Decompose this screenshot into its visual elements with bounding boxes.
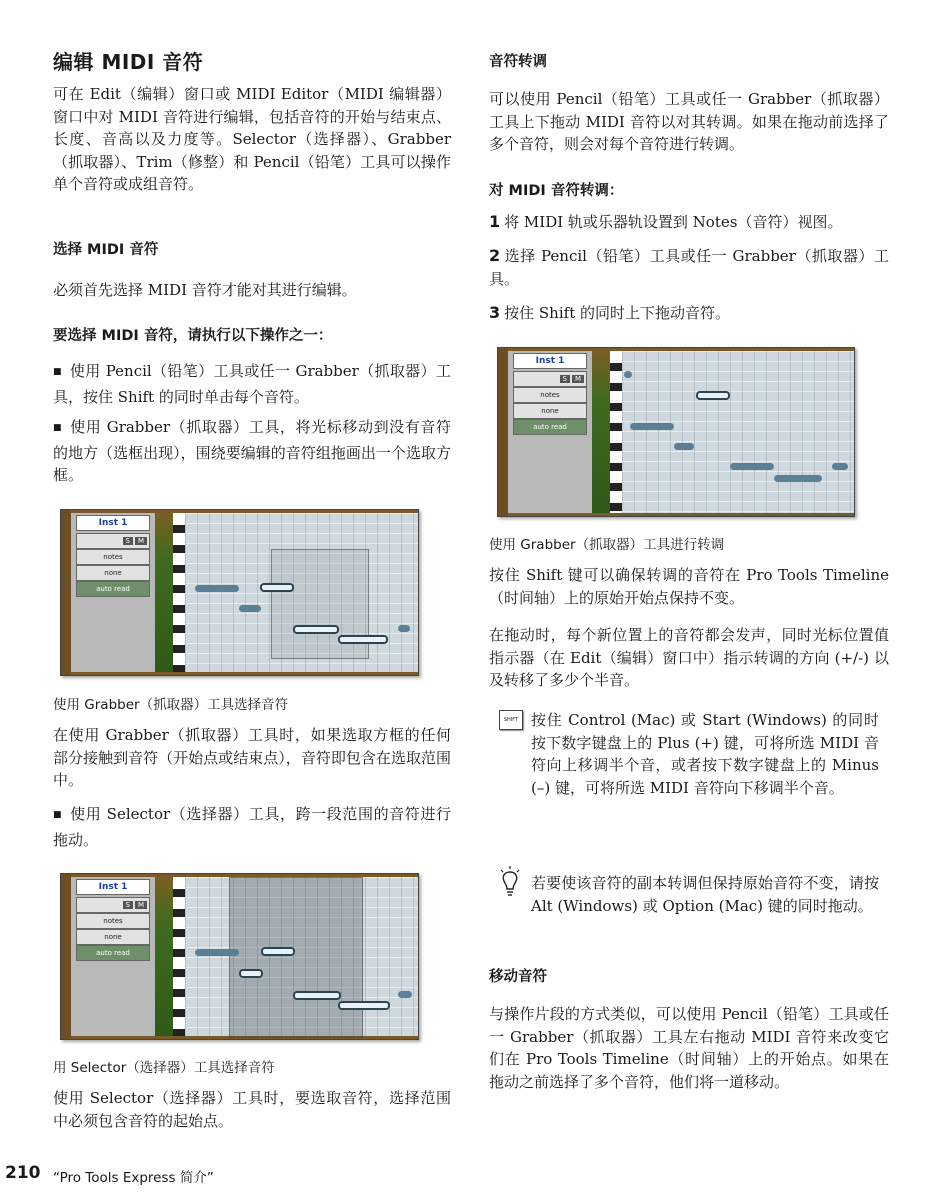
step-number: 3 <box>489 303 501 322</box>
step-3 <box>489 302 889 325</box>
none-selector[interactable]: none <box>513 403 587 419</box>
track-name: Inst 1 <box>76 515 150 531</box>
automation-mode[interactable]: auto read <box>513 419 587 435</box>
mute-button[interactable]: M <box>572 375 584 383</box>
shift-paragraph: 按住 Shift 键可以确保转调的音符在 Pro Tools Timeline（时间轴）上的原始开始点保持不变。 <box>489 566 889 607</box>
figure-grabber-transpose <box>497 347 855 517</box>
book-title: “Pro Tools Express 简介” <box>53 1170 214 1186</box>
transpose-heading: 音符转调 <box>489 54 547 70</box>
step-1 <box>489 211 889 234</box>
figure-caption-2: 用 Selector（选择器）工具选择音符 <box>53 1060 275 1076</box>
step-number: 2 <box>489 246 501 265</box>
lightbulb-icon <box>498 866 522 898</box>
section-title: 编辑 MIDI 音符 <box>53 50 204 74</box>
view-selector[interactable]: notes <box>513 387 587 403</box>
transpose-paragraph: 可以使用 Pencil（铅笔）工具或任一 Grabber（抓取器）工具上下拖动 MIDI 音符以对其转调。如果在拖动前选择了多个音符，则会对每个音符进行转调。 <box>489 90 889 153</box>
solo-button[interactable]: S <box>123 901 133 909</box>
view-selector[interactable]: notes <box>76 549 150 565</box>
move-paragraph: 与操作片段的方式类似，可以使用 Pencil（铅笔）工具或任一 Grabber（抓取器）工具左右拖动 MIDI 音符来改变它们在 Pro Tools Timeline（时间轴）上的开始点。如果在拖动之前选择了多个音符，他们将一道移动。 <box>489 1005 889 1091</box>
solo-button[interactable]: S <box>123 537 133 545</box>
none-selector[interactable]: none <box>76 929 150 945</box>
figure-selector-select <box>60 873 419 1040</box>
todo-heading: 要选择 MIDI 音符，请执行以下操作之一： <box>53 328 333 344</box>
select-paragraph: 必须首先选择 MIDI 音符才能对其进行编辑。 <box>53 281 357 299</box>
automation-mode[interactable]: auto read <box>76 581 150 597</box>
bullet-pencil: ■ 使用 Pencil（铅笔）工具或任一 Grabber（抓取器）工具，按住 Shift 的同时单击每个音符。 <box>53 360 451 408</box>
drag-paragraph: 在拖动时，每个新位置上的音符都会发声，同时光标位置值指示器（在 Edit（编辑）窗口中）指示转调的方向 (+/-) 以及转移了多少个半音。 <box>489 626 889 689</box>
step-text: 按住 Shift 的同时上下拖动音符。 <box>504 304 730 322</box>
solo-button[interactable]: S <box>560 375 570 383</box>
intro-paragraph: 可在 Edit（编辑）窗口或 MIDI Editor（MIDI 编辑器）窗口中对 MIDI 音符进行编辑，包括音符的开始与结束点、长度、音高以及力度等。Selector（选择器）、Grabber（抓取器）、Trim（修整）和 Pencil（铅笔）工具可以操作单个音符或成组音符。 <box>53 85 451 193</box>
bullet-selector: ■ 使用 Selector（选择器）工具，跨一段范围的音符进行拖动。 <box>53 803 451 851</box>
step-text: 将 MIDI 轨或乐器轨设置到 Notes（音符）视图。 <box>504 213 843 231</box>
figure-grabber-select <box>60 509 419 676</box>
tip-note: 若要使该音符的副本转调但保持原始音符不变，请按 Alt (Windows) 或 Option (Mac) 键的同时拖动。 <box>531 874 879 915</box>
step-number: 1 <box>489 212 501 231</box>
none-selector[interactable]: none <box>76 565 150 581</box>
grabber-paragraph: 在使用 Grabber（抓取器）工具时，如果选取方框的任何部分接触到音符（开始点或结束点），音符即包含在选取范围中。 <box>53 726 451 789</box>
mute-button[interactable]: M <box>135 901 147 909</box>
move-heading: 移动音符 <box>489 969 547 985</box>
figure-caption-3: 使用 Grabber（抓取器）工具进行转调 <box>489 537 725 553</box>
select-heading: 选择 MIDI 音符 <box>53 242 159 258</box>
step-2 <box>489 245 889 290</box>
steps-heading: 对 MIDI 音符转调： <box>489 183 624 199</box>
selector-paragraph: 使用 Selector（选择器）工具时，要选取音符，选择范围中必须包含音符的起始点。 <box>53 1089 451 1130</box>
view-selector[interactable]: notes <box>76 913 150 929</box>
figure-caption-1: 使用 Grabber（抓取器）工具选择音符 <box>53 697 289 713</box>
bullet-grabber: ■ 使用 Grabber（抓取器）工具，将光标移动到没有音符的地方（选框出现），围绕要编辑的音符组拖画出一个选取方框。 <box>53 416 451 487</box>
track-name: Inst 1 <box>513 353 587 369</box>
mute-button[interactable]: M <box>135 537 147 545</box>
shortcut-icon: SHIFT <box>499 710 523 730</box>
shortcut-note: 按住 Control (Mac) 或 Start (Windows) 的同时按下数字键盘上的 Plus (+) 键，可将所选 MIDI 音符向上移调半个音，或者按下数字键盘上的 Minus (–) 键，可将所选 MIDI 音符向下移调半个音。 <box>531 711 879 797</box>
step-text: 选择 Pencil（铅笔）工具或任一 Grabber（抓取器）工具。 <box>489 247 889 288</box>
automation-mode[interactable]: auto read <box>76 945 150 961</box>
track-name: Inst 1 <box>76 879 150 895</box>
page-number: 210 <box>5 1163 41 1183</box>
